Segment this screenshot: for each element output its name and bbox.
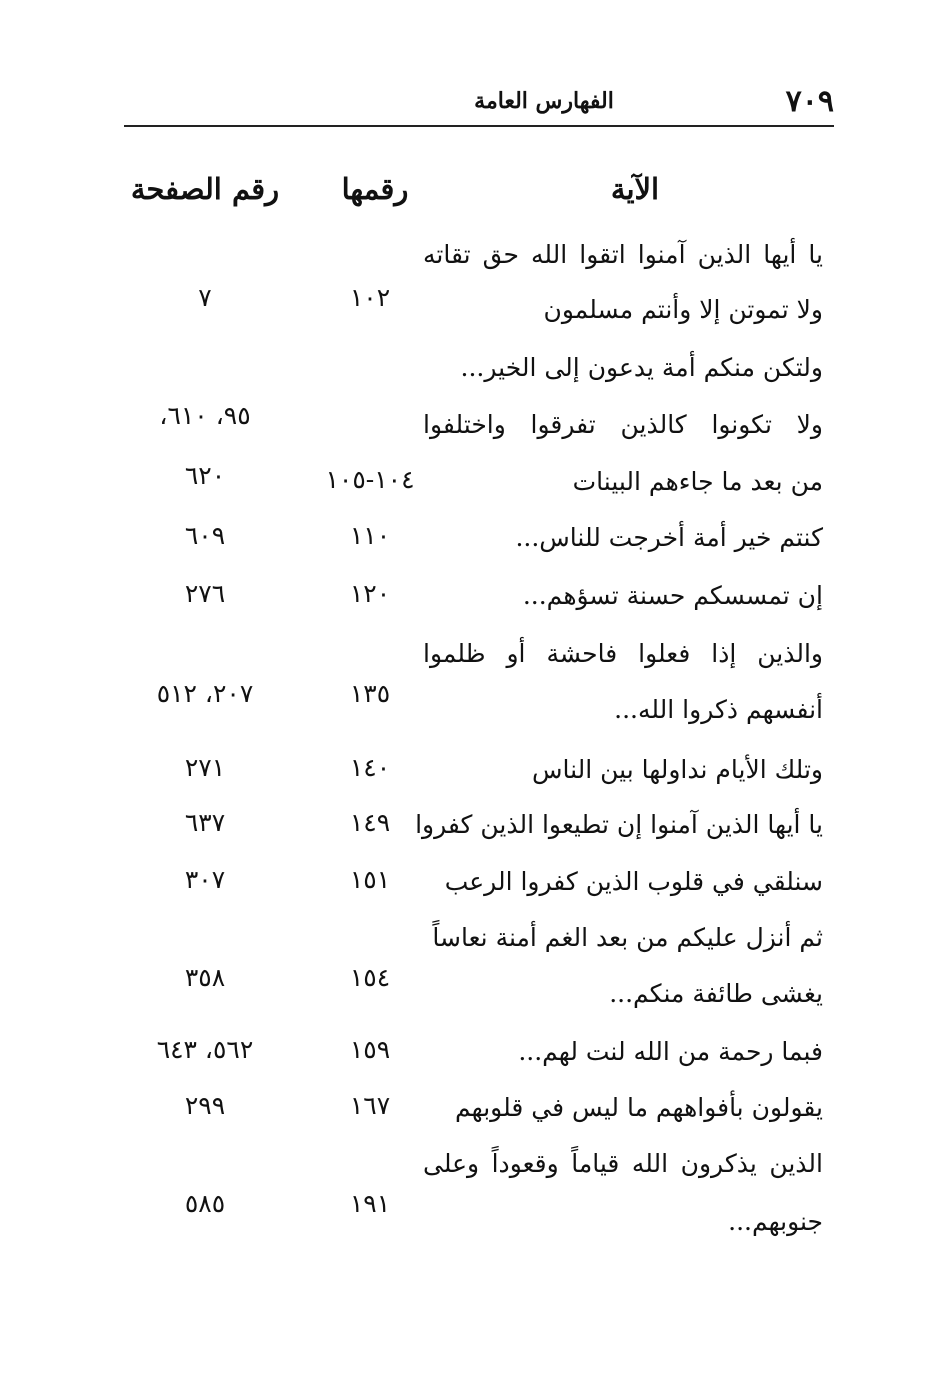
verse-number: ١٩١ [349,1189,391,1218]
header-rule [124,125,834,127]
verse-number: ١٦٧ [349,1091,391,1120]
verse-line: أنفسهم ذكروا الله... [614,695,823,724]
page-reference: ٩٥، ٦١٠، [159,401,251,430]
page-reference: ٣٠٧ [184,865,226,894]
page-header [124,80,834,122]
verse-number: ١٠٢ [349,283,391,312]
column-header-number: رقمها [341,172,409,206]
verse-line: جنوبهم... [728,1207,823,1236]
verse-number: ١١٠ [349,521,391,550]
page-reference: ٦٢٠ [184,461,226,490]
verse-line: ثم أنزل عليكم من بعد الغم أمنة نعاساً [432,923,823,952]
verse-line: يغشى طائفة منكم... [609,979,823,1008]
column-header-page: رقم الصفحة [130,172,280,206]
verse-line: وتلك الأيام نداولها بين الناس [531,755,823,784]
page-reference: ٥٦٢، ٦٤٣ [156,1035,254,1064]
page-reference: ٦٣٧ [184,808,226,837]
verse-line: ولا تموتن إلا وأنتم مسلمون [543,295,823,324]
page-reference: ٢٩٩ [184,1091,226,1120]
page-reference: ٢٠٧، ٥١٢ [156,679,254,708]
verse-line: فبما رحمة من الله لنت لهم... [518,1037,823,1066]
column-header-verse: الآية [610,172,660,206]
verse-line: ولتكن منكم أمة يدعون إلى الخير... [460,353,823,382]
verse-line: الذين يذكرون الله قياماً وقعوداً وعلى [423,1149,823,1178]
verse-number: ١٥١ [349,865,391,894]
verse-number: ١٢٠ [349,579,391,608]
verse-number: ١٣٥ [349,679,391,708]
verse-number: ١٠٤-١٠٥ [325,465,415,494]
verse-number: ١٥٩ [349,1035,391,1064]
page-reference: ٥٨٥ [184,1189,226,1218]
verse-number: ١٥٤ [349,963,391,992]
verse-line: يا أيها الذين آمنوا إن تطيعوا الذين كفروا [415,810,823,839]
page-reference: ٣٥٨ [184,963,226,992]
page-reference: ٢٧٦ [184,579,226,608]
verse-line: إن تمسسكم حسنة تسؤهم... [522,581,823,610]
verse-number: ١٤٩ [349,808,391,837]
page-reference: ٦٠٩ [184,521,226,550]
verse-line: كنتم خير أمة أخرجت للناس... [515,523,823,552]
verse-line: من بعد ما جاءهم البينات [572,467,823,496]
page-reference: ٧ [198,283,212,312]
verse-line: يا أيها الذين آمنوا اتقوا الله حق تقاته [423,240,823,269]
page-reference: ٢٧١ [184,753,226,782]
running-title: الفهارس العامة [474,88,614,114]
verse-line: سنلقي في قلوب الذين كفروا الرعب [444,867,823,896]
verse-line: ولا تكونوا كالذين تفرقوا واختلفوا [423,410,823,439]
verse-line: يقولون بأفواههم ما ليس في قلوبهم [455,1093,823,1122]
verse-line: والذين إذا فعلوا فاحشة أو ظلموا [423,639,823,668]
verse-number: ١٤٠ [349,753,391,782]
page-number: ٧٠٩ [785,84,834,119]
